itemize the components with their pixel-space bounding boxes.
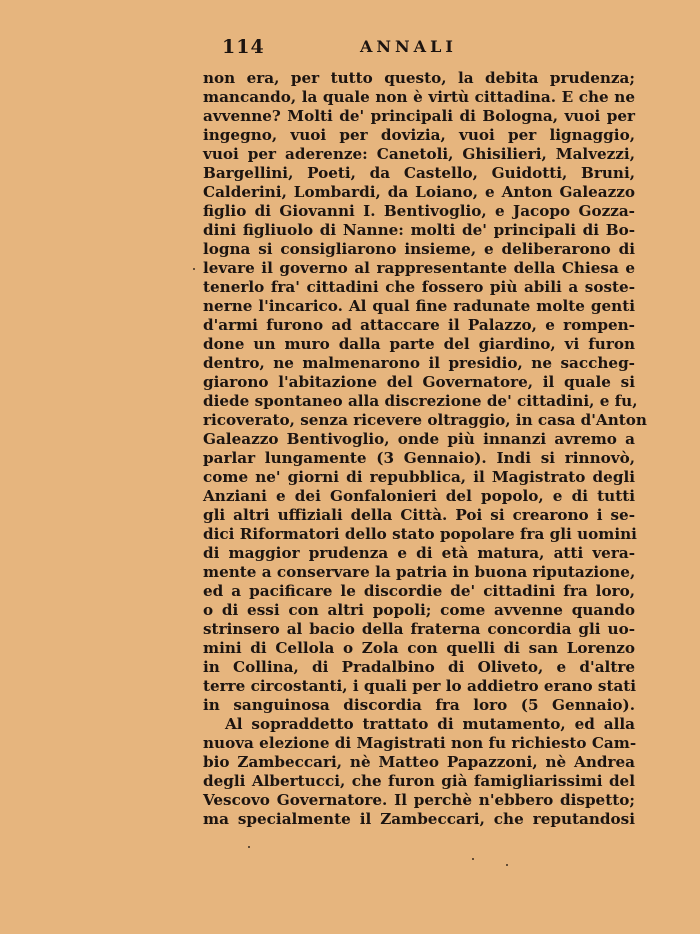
text-line: di maggior prudenza e di età matura, atti vera- — [203, 544, 635, 562]
text-line: in sanguinosa discordia fra loro (5 Gennaio). — [203, 696, 635, 714]
text-line: dentro, ne malmenarono il presidio, ne saccheg- — [203, 354, 635, 372]
text-line: degli Albertucci, che furon già famigliarissimi del — [203, 772, 635, 790]
text-line: dici Riformatori dello stato popolare fra gli uomini — [203, 525, 637, 543]
text-line: d'armi furono ad attaccare il Palazzo, e rompen- — [203, 316, 635, 334]
text-line: mente a conservare la patria in buona riputazione, — [203, 563, 636, 581]
text-line: giarono l'abitazione del Governatore, il quale si — [203, 373, 635, 391]
text-line: Vescovo Governatore. Il perchè n'ebbero dispetto; — [203, 791, 635, 809]
text-line: come ne' giorni di repubblica, il Magistrato degli — [203, 468, 635, 486]
text-line: logna si consigliarono insieme, e deliberarono di — [203, 240, 635, 258]
text-line: ingegno, vuoi per dovizia, vuoi per lignaggio, — [203, 126, 635, 144]
text-line: non era, per tutto questo, la debita prudenza; — [203, 69, 635, 87]
text-line: strinsero al bacio della fraterna concordia gli uo- — [203, 620, 635, 638]
text-line: avvenne? Molti de' principali di Bologna, vuoi per — [203, 107, 635, 125]
text-line: Calderini, Lombardi, da Loiano, e Anton Galeazzo — [203, 183, 635, 201]
text-line: diede spontaneo alla discrezione de' cittadini, e fu, — [203, 392, 638, 410]
text-line: dini figliuolo di Nanne: molti de' principali di Bo- — [203, 221, 635, 239]
text-line: terre circostanti, i quali per lo addietro erano stati — [203, 677, 637, 695]
text-line: vuoi per aderenze: Canetoli, Ghisilieri, Malvezzi, — [203, 145, 635, 163]
text-line: Galeazzo Bentivoglio, onde più innanzi avremo a — [203, 430, 635, 448]
text-line: figlio di Giovanni I. Bentivoglio, e Jacopo Gozza- — [203, 202, 635, 220]
page-header — [222, 36, 480, 60]
text-line: in Collina, di Pradalbino di Oliveto, e d'altre — [203, 658, 635, 676]
body-text — [203, 69, 647, 829]
page-number: 114 — [222, 36, 265, 58]
paper-speck — [506, 864, 508, 866]
text-line: o di essi con altri popoli; come avvenne quando — [203, 601, 635, 619]
text-line: nuova elezione di Magistrati non fu richiesto Cam- — [203, 734, 637, 752]
text-line: ed a pacificare le discordie de' cittadini fra loro, — [203, 582, 635, 600]
text-line: gli altri uffiziali della Città. Poi si crearono i se- — [203, 506, 635, 524]
text-line: levare il governo al rappresentante della Chiesa e — [203, 259, 635, 277]
text-line: parlar lungamente (3 Gennaio). Indi si rinnovò, — [203, 449, 635, 467]
text-line: mancando, la quale non è virtù cittadina. E che ne — [203, 88, 635, 106]
text-line: tenerlo fra' cittadini che fossero più abili a soste- — [203, 278, 635, 296]
text-line: Bargellini, Poeti, da Castello, Guidotti, Bruni, — [203, 164, 635, 182]
text-line: ricoverato, senza ricevere oltraggio, in casa d'Anton — [203, 411, 647, 429]
text-line: ma specialmente il Zambeccari, che reputandosi — [203, 810, 635, 828]
text-line: bio Zambeccari, nè Matteo Papazzoni, nè Andrea — [203, 753, 635, 771]
text-line: done un muro dalla parte del giardino, vi furon — [203, 335, 635, 353]
paper-speck — [248, 846, 250, 848]
running-title: ANNALI — [360, 37, 457, 56]
paper-speck — [472, 858, 474, 860]
text-line: nerne l'incarico. Al qual fine radunate molte genti — [203, 297, 635, 315]
text-line: mini di Cellola o Zola con quelli di san Lorenzo — [203, 639, 635, 657]
paper-speck — [193, 268, 195, 270]
text-line: Al sopraddetto trattato di mutamento, ed alla — [225, 715, 635, 733]
text-line: Anziani e dei Gonfalonieri del popolo, e di tutti — [203, 487, 635, 505]
